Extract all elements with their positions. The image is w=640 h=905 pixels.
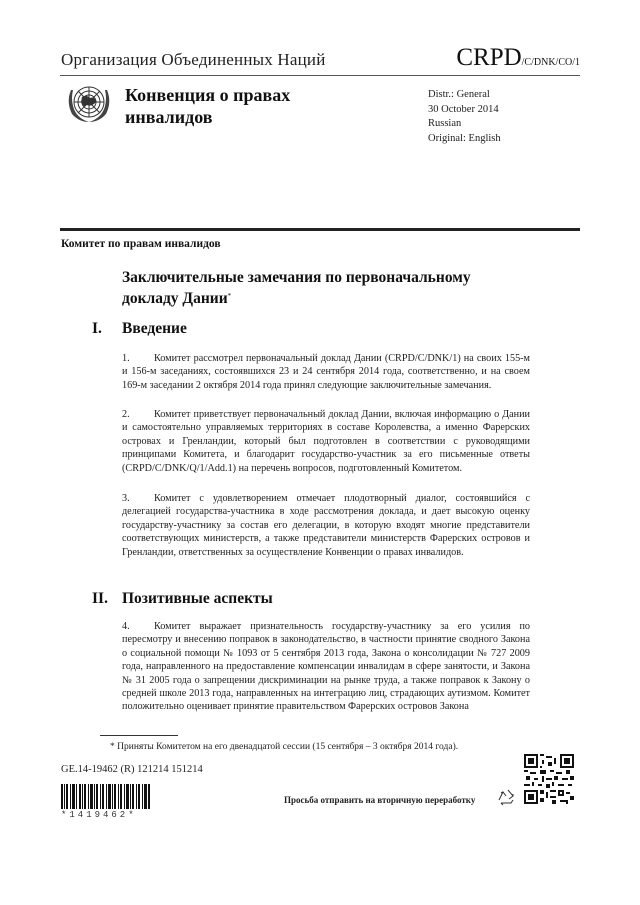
committee-name: Комитет по правам инвалидов <box>61 238 221 250</box>
document-title <box>122 268 471 308</box>
job-number: GE.14-19462 (R) 121214 151214 <box>61 764 203 775</box>
convention-title <box>125 84 290 128</box>
distr-general: Distr.: General <box>428 89 490 100</box>
symbol-main: CRPD <box>456 44 522 71</box>
paragraph-text: Комитет с удовлетворением отмечает плодотворный диалог, состоявшийся с делегацией государства-участника в ходе рассмотрения доклада, и дает высокую оценку государству-участнику за состав его делегации, в которую входят многие представители соответствующих министерств, а также представители министерств Фарерских островов и Гренландии, ответственных за осуществление Конвенции о правах инвалидов. <box>122 493 530 558</box>
recycle-icon <box>495 786 517 806</box>
recycle-notice: Просьба отправить на вторичную переработку <box>284 795 476 805</box>
footnote-divider <box>100 735 178 736</box>
title-footnote-marker[interactable]: * <box>227 292 232 300</box>
paragraph-number: 4. <box>122 621 130 632</box>
distr-date: 30 October 2014 <box>428 103 499 115</box>
paragraph <box>122 492 530 559</box>
paragraph-number: 2. <box>122 409 130 420</box>
symbol-suffix: /C/DNK/CO/1 <box>521 57 580 68</box>
paragraph-text: Комитет выражает признательность государству-участнику за его усилия по пересмотру и внесению поправок в законодательство, в частности принятие сводного Закона о социальной помощи № 1093 от 5 сентября 2013 года, Закона о консолидации № 727 2009 года, направленного на предоставление компенсации инвалидам в сфере занятости, и Закона № 31 2005 года о запрещении дискриминации на рынке труда, а также поправок к Закону о средней школе 2013 года, направленных на интеграцию лиц, страдающих аутизмом. Комитет положительно оценивает принятие правительством Фарерских островов Закона <box>122 621 530 713</box>
footnote: * Приняты Комитетом на его двенадцатой сессии (15 сентября – 3 октября 2014 года). <box>110 742 459 752</box>
paragraph-text: Комитет приветствует первоначальный доклад Дании, включая информацию о Дании и самостоятельно управляемых территориях в составе Королевства, а именно Фарерских островах и Гренландии, который был подготовлен в соответствии с руководящими принципами Комитета, и благодарит государство-участник за его письменные ответы (CRPD/C/DNK/Q/1/Add.1) на перечень вопросов, подготовленный Комитетом. <box>122 409 530 474</box>
header-divider <box>60 75 580 76</box>
document-symbol <box>456 44 580 72</box>
paragraph <box>122 408 530 475</box>
thick-divider <box>60 228 580 231</box>
organization-name: Организация Объединенных Наций <box>61 50 326 69</box>
paragraph <box>122 620 530 714</box>
convention-title-line1: Конвенция о правах <box>125 85 291 105</box>
section-number: I. <box>92 320 102 337</box>
title-line2: докладу Дании <box>122 290 228 307</box>
qr-code-icon <box>524 753 574 805</box>
section-title: Введение <box>122 320 187 337</box>
distr-language: Russian <box>428 118 462 129</box>
barcode-icon <box>61 784 151 809</box>
distribution-block <box>428 88 501 146</box>
paragraph-number: 3. <box>122 493 130 504</box>
convention-title-line2: инвалидов <box>125 107 213 127</box>
paragraph <box>122 352 530 392</box>
section-title: Позитивные аспекты <box>122 590 273 607</box>
distr-original: Original: English <box>428 132 501 144</box>
paragraph-text: Комитет рассмотрел первоначальный доклад Дании (CRPD/C/DNK/1) на своих 155-м и 156-м заседаниях, состоявшихся 23 и 24 сентября 2014 года, соответственно, и на своем 169-м заседании 2 октября 2014 года принял следующие заключительные замечания. <box>122 353 530 391</box>
title-line1: Заключительные замечания по первоначальному <box>122 269 471 286</box>
un-emblem-icon <box>64 80 114 126</box>
paragraph-number: 1. <box>122 353 130 364</box>
barcode-number: *1419462* <box>61 810 137 820</box>
section-number: II. <box>92 590 108 607</box>
